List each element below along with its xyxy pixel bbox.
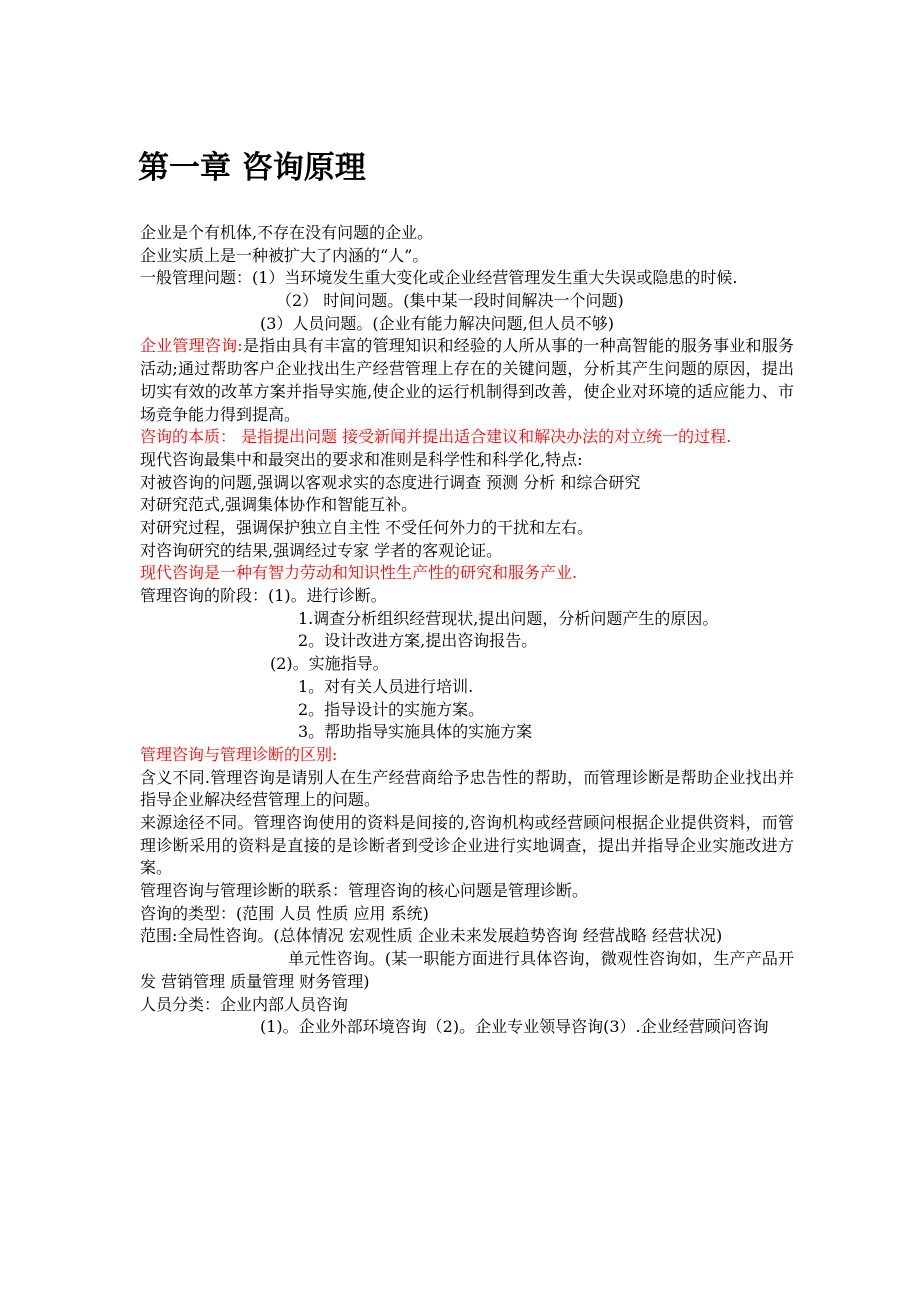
text-line: (3）人员问题。(企业有能力解决问题,但人员不够) xyxy=(260,313,614,333)
text-line: 管理咨询与管理诊断的联系：管理咨询的核心问题是管理诊断。 xyxy=(140,881,589,901)
text-line: 1.调查分析组织经营现状,提出问题，分析问题产生的原因。 xyxy=(298,608,719,628)
text-paragraph: 来源途径不同。管理咨询使用的资料是间接的,咨询机构或经营顾问根据企业提供资料，而管理诊断采用的资料是直接的是诊断者到受诊企业进行实地调查，提出并指导企业实施改进方案。 xyxy=(140,813,794,878)
text-line: 1。对有关人员进行培训. xyxy=(298,676,474,696)
indented-text: 单元性咨询。(某一职能方面进行具体咨询，微观性咨询如，生产产品开发 营销管理 质量管理 财务管理) xyxy=(140,949,794,991)
definition-label: 企业管理咨询: xyxy=(140,336,243,356)
highlight-line: 管理咨询与管理诊断的区别: xyxy=(140,744,338,764)
text-line: 企业实质上是一种被扩大了内涵的“人”。 xyxy=(140,245,429,265)
definition-paragraph xyxy=(140,335,794,426)
highlight-paragraph: 咨询的本质： 是指提出问题 接受新闻并提出适合建议和解决办法的对立统一的过程. xyxy=(140,427,732,447)
text-line: 2。指导设计的实施方案。 xyxy=(298,699,485,719)
text-line: 对研究过程，强调保护独立自主性 不受任何外力的干扰和左右。 xyxy=(140,518,594,538)
definition-text: 是指由具有丰富的管理知识和经验的人所从事的一种高智能的服务事业和服务活动;通过帮助客户企业找出生产经营管理上存在的关键问题，分析其产生问题的原因，提出切实有效的改革方案并指导实施,使企业的运行机制得到改善，使企业对环境的适应能力、市场竞争能力得到提高。 xyxy=(140,336,794,424)
text-line: （2） 时间问题。(集中某一段时间解决一个问题) xyxy=(276,291,624,311)
text-paragraph: 含义不同.管理咨询是请别人在生产经营商给予忠告性的帮助，而管理诊断是帮助企业找出并指导企业解决经营管理上的问题。 xyxy=(140,767,794,810)
text-paragraph: 范围:全局性咨询。(总体情况 宏观性质 企业未来发展趋势咨询 经营战略 经营状况) xyxy=(140,926,723,946)
text-line: 对咨询研究的结果,强调经过专家 学者的客观论证。 xyxy=(140,540,503,560)
text-paragraph xyxy=(140,1016,794,1039)
text-paragraph: 一般管理问题：(1）当环境发生重大变化或企业经营管理发生重大失误或隐患的时候. xyxy=(140,268,738,288)
text-line: 管理咨询的阶段：(1)。进行诊断。 xyxy=(140,586,387,606)
highlight-line: 现代咨询是一种有智力劳动和知识性生产性的研究和服务产业. xyxy=(140,563,578,583)
text-line: 现代咨询最集中和最突出的要求和准则是科学性和科学化,特点: xyxy=(140,449,583,469)
document-body xyxy=(140,222,794,1039)
text-line: 3。帮助指导实施具体的实施方案 xyxy=(298,722,533,742)
indented-text: (1)。企业外部环境咨询（2)。企业专业领导咨询(3）.企业经营顾问咨询 xyxy=(260,1017,769,1037)
text-line: 人员分类：企业内部人员咨询 xyxy=(140,994,349,1014)
text-line: 2。设计改进方案,提出咨询报告。 xyxy=(298,631,538,651)
text-line: 咨询的类型：(范围 人员 性质 应用 系统) xyxy=(140,903,429,923)
text-line: 企业是个有机体,不存在没有问题的企业。 xyxy=(140,223,434,242)
text-line: (2)。实施指导。 xyxy=(270,654,389,674)
text-paragraph xyxy=(140,948,794,993)
text-line: 对研究范式,强调集体协作和智能互补。 xyxy=(140,495,418,515)
chapter-title: 第一章 咨询原理 xyxy=(138,150,366,186)
text-line: 对被咨询的问题,强调以客观求实的态度进行调查 预测 分析 和综合研究 xyxy=(140,472,641,492)
